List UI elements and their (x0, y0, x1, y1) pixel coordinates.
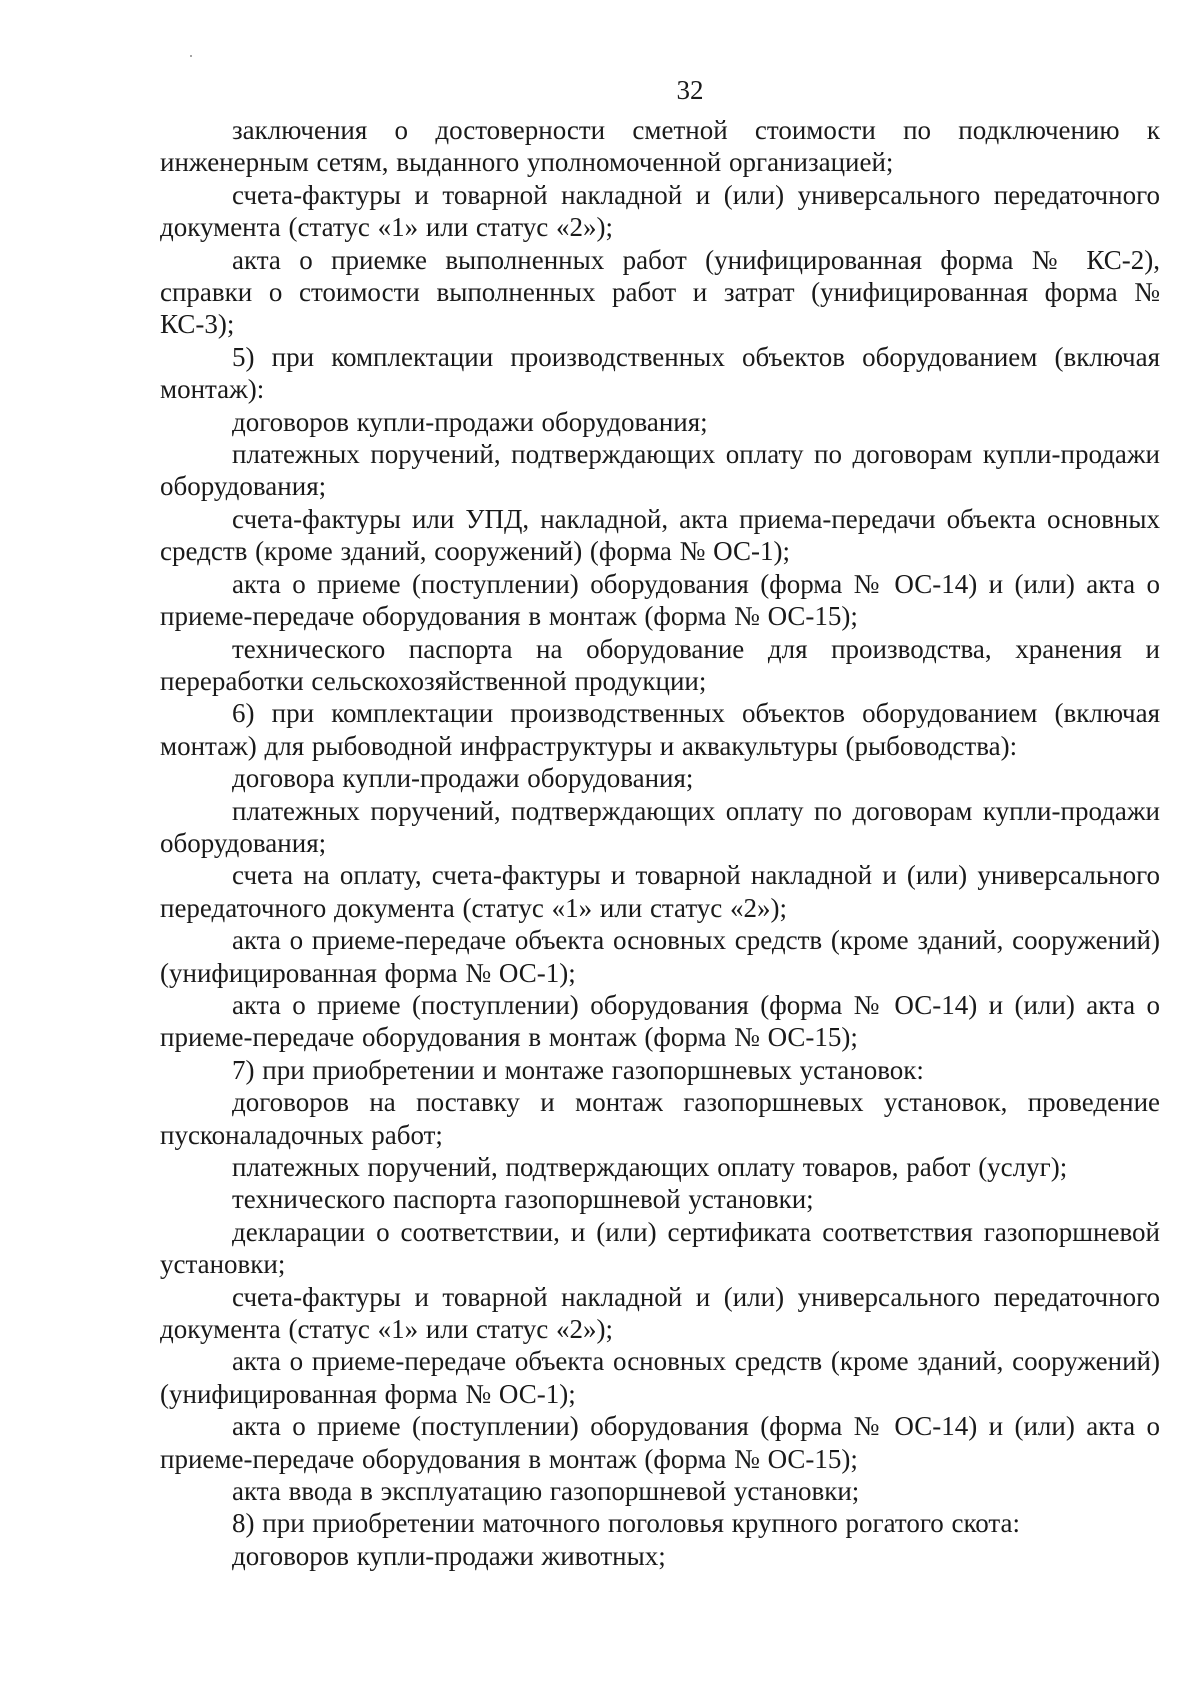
paragraph: договоров на поставку и монтаж газопоршневых установок, проведение пусконаладочных работ; (160, 1087, 1160, 1150)
section-7-heading: 7) при приобретении и монтаже газопоршневых установок: (232, 1054, 924, 1085)
section-5-heading: 5) при комплектации производственных объектов оборудованием (включая монтаж): (160, 341, 1160, 405)
paragraph: счета-фактуры и товарной накладной и (или) универсального передаточного документа (статус «1» или статус «2»); (160, 1281, 1160, 1345)
paragraph: заключения о достоверности сметной стоимости по подключению к инженерным сетям, выданного уполномоченной организацией; (160, 115, 1160, 178)
paragraph: счета на оплату, счета-фактуры и товарной накладной и (или) универсального передаточного документа (статус «1» или статус «2»); (160, 860, 1160, 923)
paragraph: счета-фактуры и товарной накладной и (или) универсального передаточного документа (статус «1» или статус «2»); (160, 179, 1160, 243)
paragraph: акта о приеме (поступлении) оборудования (форма № ОС-14) и (или) акта о приеме-передаче оборудования в монтаж (форма № ОС-15); (160, 568, 1160, 632)
page-number: 32 (676, 75, 704, 105)
paragraph: платежных поручений, подтверждающих оплату по договорам купли-продажи оборудования; (160, 439, 1160, 502)
paragraph: акта о приеме-передаче объекта основных средств (кроме зданий, сооружений) (унифицированная форма № ОС-1); (160, 1346, 1160, 1409)
paragraph: договоров купли-продажи оборудования; (232, 406, 708, 437)
section-6-heading: 6) при комплектации производственных объектов оборудованием (включая монтаж) для рыбоводной инфраструктуры и аквакультуры (рыбоводства): (160, 698, 1160, 761)
paragraph: акта ввода в эксплуатацию газопоршневой установки; (232, 1476, 860, 1507)
section-8-heading: 8) при приобретении маточного поголовья крупного рогатого скота: (232, 1508, 1020, 1539)
document-page (160, 70, 1160, 1572)
scan-artifact-dot (190, 55, 192, 57)
paragraph: акта о приеме (поступлении) оборудования (форма № ОС-14) и (или) акта о приеме-передаче оборудования в монтаж (форма № ОС-15); (160, 989, 1160, 1053)
paragraph: платежных поручений, подтверждающих оплату по договорам купли-продажи оборудования; (160, 795, 1160, 858)
paragraph: технического паспорта на оборудование для производства, хранения и переработки сельскохозяйственной продукции; (160, 633, 1160, 696)
paragraph: акта о приеме-передаче объекта основных средств (кроме зданий, сооружений) (унифицированная форма № ОС-1); (160, 925, 1160, 988)
paragraph: технического паспорта газопоршневой установки; (232, 1184, 814, 1215)
paragraph: договора купли-продажи оборудования; (232, 763, 694, 794)
paragraph: счета-фактуры или УПД, накладной, акта приема-передачи объекта основных средств (кроме зданий, сооружений) (форма № ОС-1); (160, 503, 1160, 567)
paragraph: декларации о соответствии, и (или) сертификата соответствия газопоршневой установки; (160, 1216, 1160, 1280)
paragraph: акта о приемке выполненных работ (унифицированная форма № КС-2), справки о стоимости выполненных работ и затрат (унифицированная форма № КС-3); (160, 244, 1160, 340)
paragraph: договоров купли-продажи животных; (232, 1540, 666, 1571)
paragraph: акта о приеме (поступлении) оборудования (форма № ОС-14) и (или) акта о приеме-передаче оборудования в монтаж (форма № ОС-15); (160, 1411, 1160, 1474)
paragraph: платежных поручений, подтверждающих оплату товаров, работ (услуг); (232, 1152, 1068, 1182)
